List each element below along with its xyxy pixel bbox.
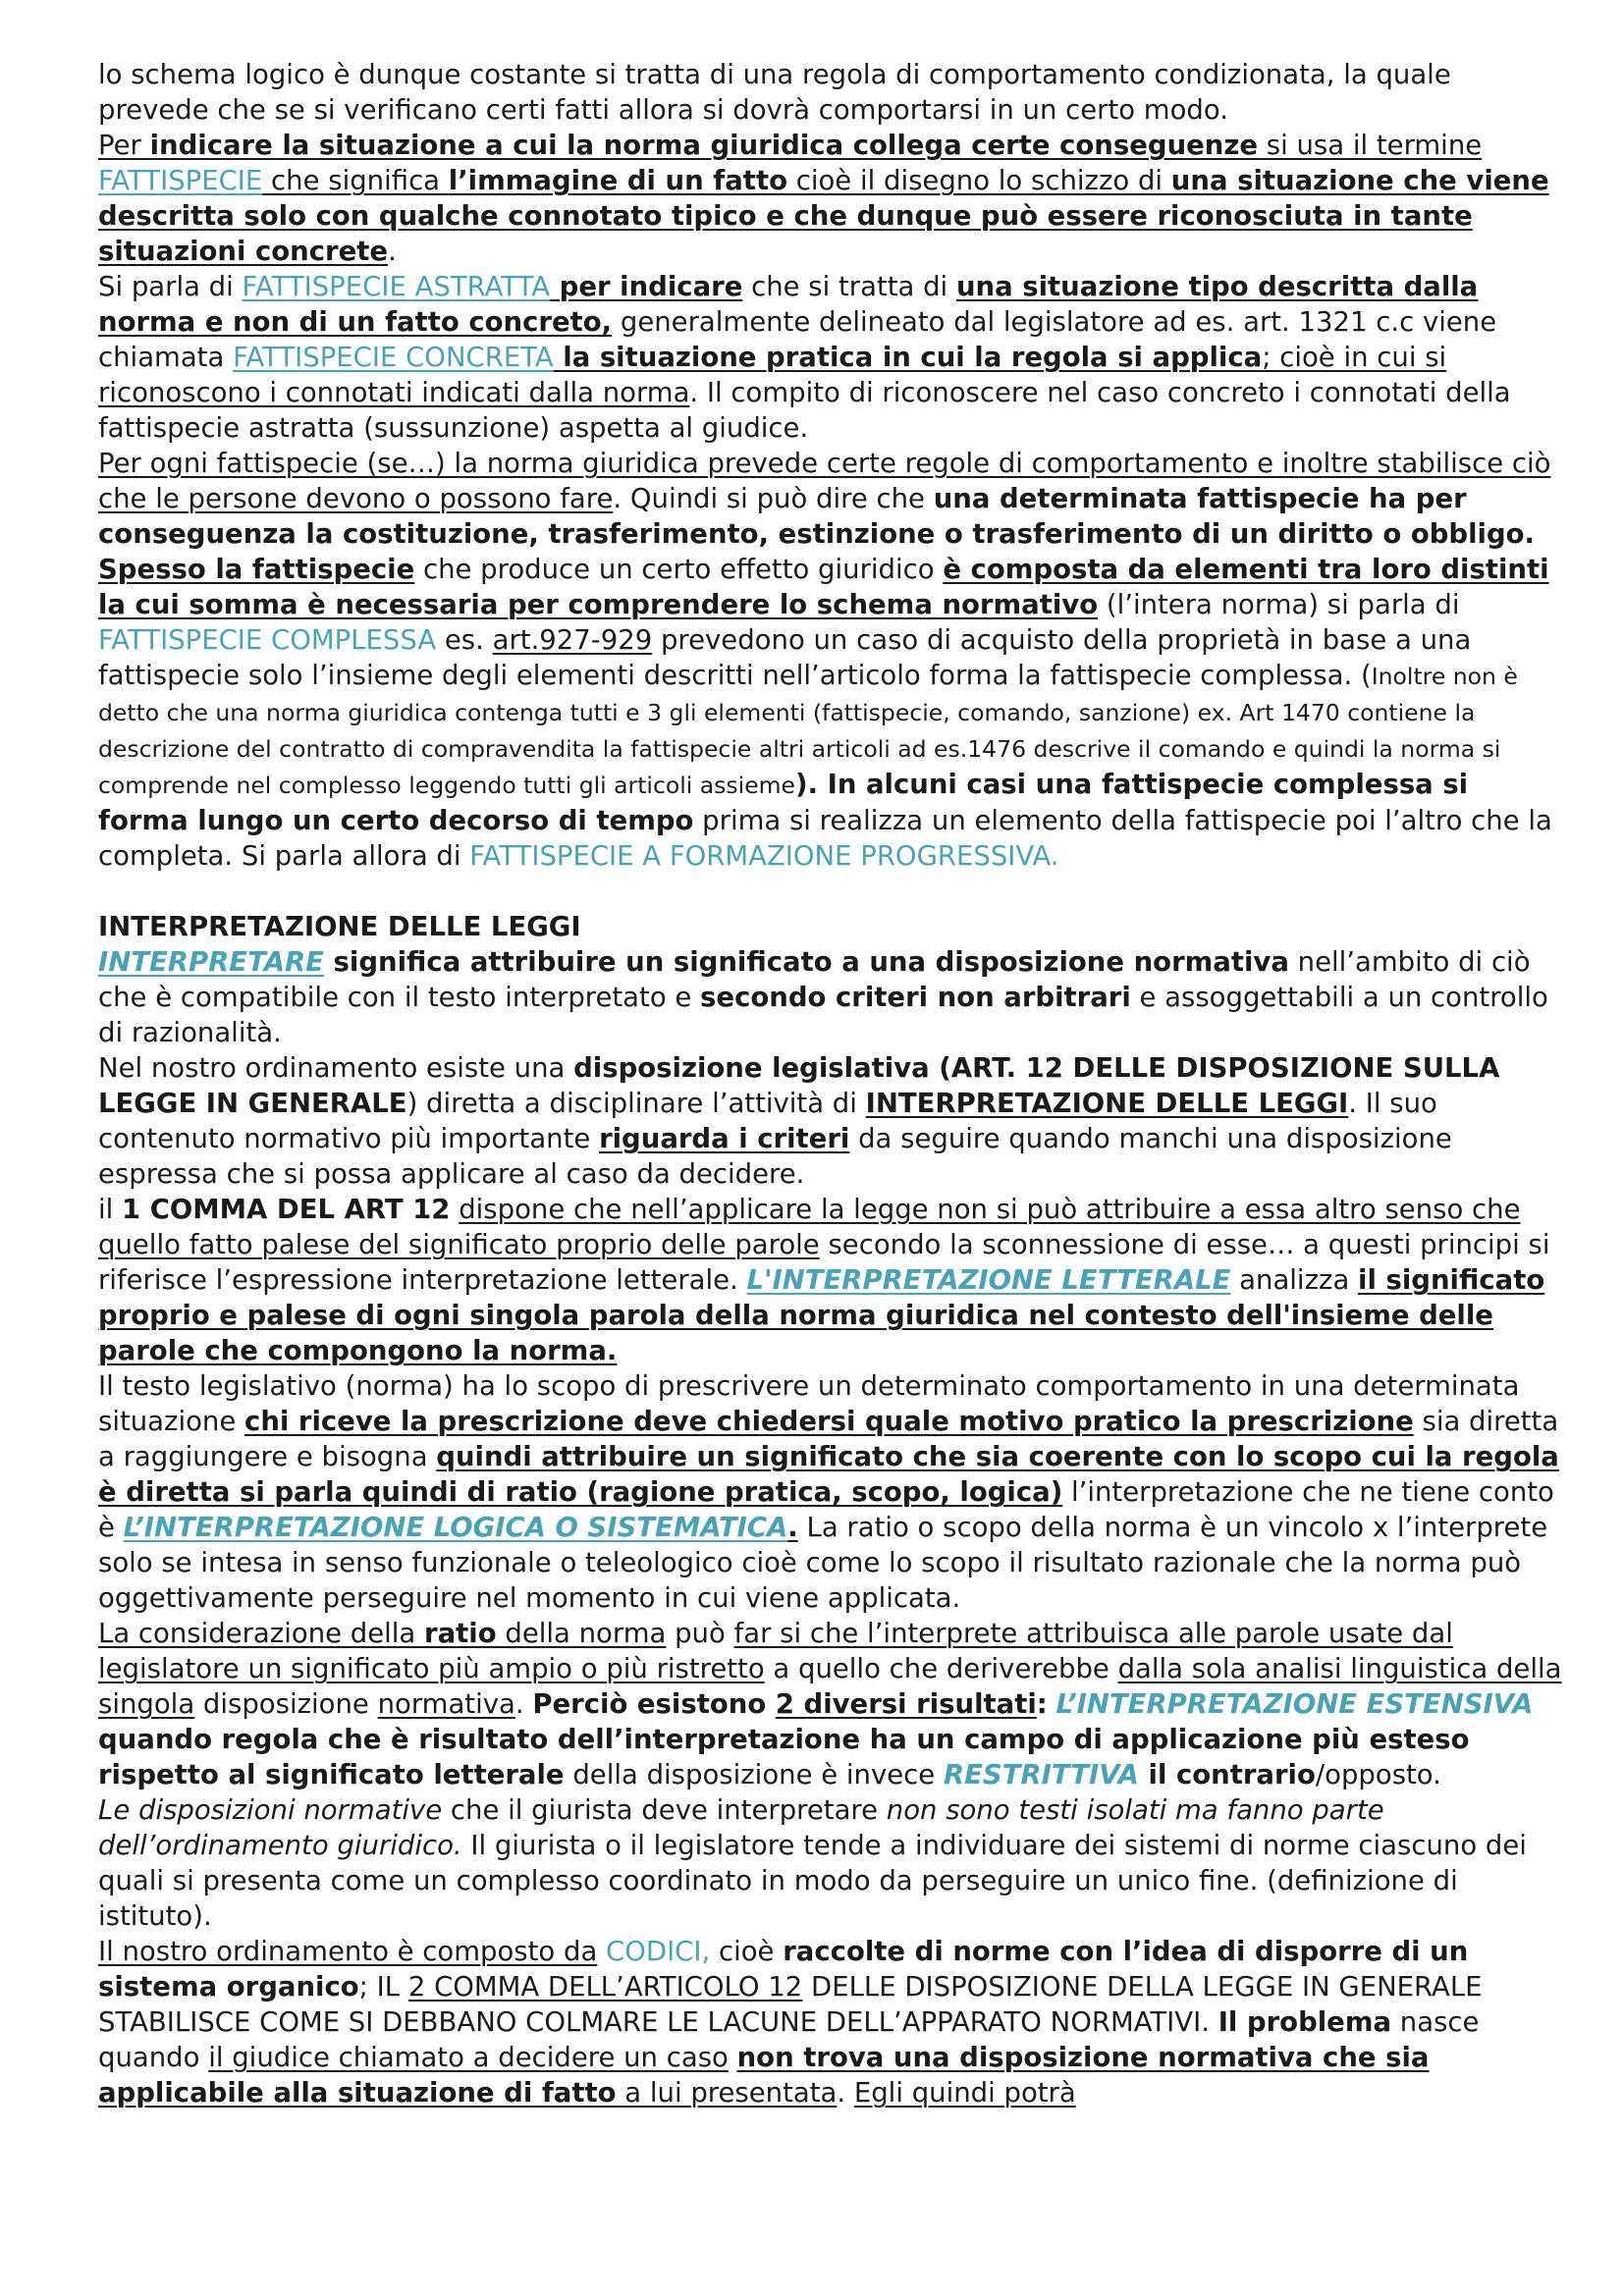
text-run: indicare la situazione a cui la norma giuridica collega certe conseguenze bbox=[149, 130, 1259, 161]
text-run: analizza bbox=[1230, 1264, 1359, 1296]
text-run: una determinata fattispecie ha per conseguenza la costituzione, trasferimento, estinzione o trasferimento di un diritto o obbligo. bbox=[98, 483, 1535, 550]
text-run: quindi attribuire un significato che sia coerente con lo scopo cui la regola è diretta si parla quindi di ratio (ragione pratica, scopo, logica) bbox=[98, 1441, 1559, 1508]
text-run: ratio bbox=[424, 1618, 497, 1649]
text-run: dalla sola analisi linguistica della singola bbox=[98, 1653, 1562, 1720]
text-run: La considerazione della bbox=[98, 1618, 425, 1649]
text-run: DELLE DISPOSIZIONE DELLA LEGGE IN GENERALE STABILISCE COME SI DEBBANO COLMARE LE LACUNE DELL’APPARATO NORMATIVI. bbox=[98, 1971, 1483, 2038]
text-run: Le disposizioni normative bbox=[98, 1794, 443, 1826]
paragraph-interpretazione-logica bbox=[98, 1368, 1566, 1616]
text-run: 1 COMMA DEL ART 12 bbox=[122, 1194, 451, 1225]
text-run: prevedono un caso di acquisto della proprietà in base a una fattispecie solo l’insieme degli elementi descritti nell’articolo forma la fattispecie complessa. ( bbox=[98, 624, 1472, 691]
text-run: /opposto. bbox=[1315, 1759, 1441, 1790]
text-run: lo schema logico è dunque costante si tratta di una regola di comportamento condizionata, la quale prevede che se si verificano certi fatti allora si dovrà comportarsi in un certo modo. bbox=[98, 59, 1451, 126]
text-run: Egli quindi potrà bbox=[853, 2077, 1076, 2109]
text-run: sia diretta a raggiungere e bisogna bbox=[98, 1406, 1559, 1472]
paragraph-art12 bbox=[98, 1050, 1566, 1192]
text-run: far si che l’interprete attribuisca alle parole usate dal legislatore un significato più ampio o più ristretto bbox=[98, 1618, 1453, 1684]
text-run: una situazione che viene descritta solo con qualche connotato tipico e che dunque può essere riconosciuta in tante situazioni concrete bbox=[98, 165, 1549, 267]
text-run: FATTISPECIE bbox=[98, 165, 263, 196]
text-run: l’interpretazione che ne tiene conto è bbox=[98, 1476, 1554, 1543]
document-page bbox=[98, 57, 1566, 2110]
text-run: ). In alcuni casi una fattispecie complessa si forma lungo un certo decorso di tempo bbox=[98, 769, 1469, 836]
text-run: della disposizione è invece bbox=[564, 1759, 944, 1790]
text-run: non trova una disposizione normativa che sia applicabile alla situazione di fatto bbox=[98, 2042, 1430, 2109]
text-run: . Il suo contenuto normativo più importante bbox=[98, 1088, 1437, 1154]
text-run: RESTRITTIVA bbox=[943, 1759, 1139, 1790]
text-run bbox=[450, 1194, 459, 1225]
text-run: dispone che nell’applicare la legge non si può attribuire a essa altro senso che quello fatto palese del significato proprio delle parole bbox=[98, 1194, 1521, 1260]
text-run: che il giurista deve interpretare bbox=[442, 1794, 887, 1826]
text-run: Il nostro ordinamento è composto da bbox=[98, 1936, 598, 1967]
text-run: non sono testi isolati ma fanno parte dell’ordinamento giuridico. bbox=[98, 1794, 1384, 1861]
text-run: art.927-929 bbox=[492, 624, 653, 656]
text-run: Si parla di bbox=[98, 271, 243, 302]
text-run: generalmente delineato dal legislatore ad es. art. 1321 c.c viene chiamata bbox=[98, 306, 1497, 373]
text-run bbox=[597, 1936, 606, 1967]
text-run: normativa bbox=[377, 1688, 515, 1720]
paragraph-fattispecie-definizione bbox=[98, 128, 1566, 269]
text-run: FATTISPECIE COMPLESSA bbox=[98, 624, 437, 656]
text-run: il giudice chiamato a decidere un caso bbox=[208, 2042, 729, 2073]
paragraph-ratio bbox=[98, 1616, 1566, 1792]
text-run: da seguire quando manchi una disposizione espressa che si possa applicare al caso da decidere. bbox=[98, 1123, 1452, 1190]
text-run: La ratio o scopo della norma è un vincolo x l’interprete solo se intesa in senso funzionale o teleologico cioè come lo scopo il risultato razionale che la norma può oggettivamente perseguire nel momento in cui viene applicata. bbox=[98, 1512, 1548, 1614]
text-run: 2 diversi risultati bbox=[775, 1688, 1037, 1720]
text-run: a lui presentata bbox=[616, 2077, 838, 2109]
text-run: nell’ambito di ciò che è compatibile con il testo interpretato e bbox=[98, 946, 1531, 1013]
paragraph-fattispecie-complessa bbox=[98, 552, 1566, 874]
text-run: 2 COMMA DELL’ARTICOLO 12 bbox=[407, 1971, 803, 2002]
text-run: e assoggettabili a un controllo di razionalità. bbox=[98, 982, 1548, 1048]
text-run: secondo criteri non arbitrari bbox=[700, 982, 1131, 1013]
text-run: Spesso la fattispecie bbox=[98, 554, 415, 585]
text-run: . Quindi si può dire che bbox=[613, 483, 934, 514]
text-run: cioè bbox=[710, 1936, 784, 1967]
text-run: chi riceve la prescrizione deve chiedersi quale motivo pratico la prescrizione bbox=[244, 1406, 1414, 1437]
text-run: . bbox=[514, 1688, 533, 1720]
text-run: per indicare bbox=[550, 271, 743, 302]
text-run: nasce quando bbox=[98, 2006, 1480, 2073]
text-run: CODICI, bbox=[606, 1936, 711, 1967]
text-run: Inoltre non è detto che una norma giuridica contenga tutti e 3 gli elementi (fattispecie, comando, sanzione) ex. Art 1470 contiene la descrizione del contratto di compravendita la fattispecie altri articoli ad es.1476 descrive il comando e quindi la norma si comprende nel complesso leggendo tutti gli articoli assieme bbox=[98, 663, 1518, 799]
text-run: : bbox=[1036, 1688, 1048, 1720]
text-run: Il giurista o il legislatore tende a individuare dei sistemi di norme ciascuno dei quali si presenta come un complesso coordinato in modo da perseguire un unico fine. (definizione di istituto). bbox=[98, 1830, 1527, 1932]
text-run: INTERPRETARE bbox=[98, 946, 324, 978]
text-run: (l’intera norma) si parla di bbox=[1098, 589, 1460, 620]
text-run: quando regola che è risultato dell’interpretazione ha un campo di applicazione più esteso rispetto al significato letterale bbox=[98, 1724, 1470, 1790]
text-run: si usa il termine bbox=[1258, 130, 1483, 161]
text-run: raccolte di norme con l’idea di disporre di un sistema organico bbox=[98, 1936, 1469, 2002]
text-run: che significa bbox=[262, 165, 449, 196]
text-run: INTERPRETAZIONE DELLE LEGGI bbox=[865, 1088, 1349, 1119]
text-run: il contrario bbox=[1138, 1759, 1316, 1790]
paragraph-spacer bbox=[98, 874, 1566, 909]
text-run bbox=[1048, 1688, 1056, 1720]
paragraph-fattispecie-astratta-concreta bbox=[98, 269, 1566, 446]
text-run: a quello che deriverebbe bbox=[764, 1653, 1118, 1684]
text-run: FATTISPECIE CONCRETA bbox=[233, 342, 554, 373]
text-run: l’immagine di un fatto bbox=[448, 165, 787, 196]
text-run: che si tratta di bbox=[742, 271, 956, 302]
text-run: che produce un certo effetto giuridico bbox=[414, 554, 944, 585]
text-run: la situazione pratica in cui la regola si applica bbox=[553, 342, 1263, 373]
text-run: della norma bbox=[496, 1618, 667, 1649]
text-run: L’INTERPRETAZIONE ESTENSIVA bbox=[1055, 1688, 1534, 1720]
text-run: ; cioè in cui si riconoscono i connotati indicati dalla norma bbox=[98, 342, 1447, 408]
text-run: L’INTERPRETAZIONE LOGICA O SISTEMATICA bbox=[123, 1512, 788, 1543]
text-run: Perciò esistono bbox=[532, 1688, 776, 1720]
text-run: . bbox=[388, 236, 397, 267]
text-run: . bbox=[787, 1512, 798, 1543]
text-run: FATTISPECIE ASTRATTA bbox=[242, 271, 551, 302]
paragraph-regole-comportamento bbox=[98, 446, 1566, 552]
text-run: es. bbox=[436, 624, 493, 656]
text-run: Per ogni fattispecie (se…) la norma giuridica prevede certe regole di comportamento e inoltre stabilisce ciò che le persone devono o possono fare bbox=[98, 448, 1551, 514]
text-run: ) diretta a disciplinare l’attività di bbox=[406, 1088, 866, 1119]
paragraph-codici-lacune bbox=[98, 1934, 1566, 2110]
text-run: una situazione tipo descritta dalla norma e non di un fatto concreto, bbox=[98, 271, 1479, 338]
text-run: . Il compito di riconoscere nel caso concreto i connotati della fattispecie astratta (sussunzione) aspetta al giudice. bbox=[98, 377, 1511, 444]
paragraph-schema-logico bbox=[98, 57, 1566, 128]
text-run: può bbox=[666, 1618, 734, 1649]
text-run: secondo la sconnessione di esse… a questi principi si riferisce l’espressione interpretazione letterale. bbox=[98, 1229, 1550, 1296]
paragraph-disposizioni-normative bbox=[98, 1792, 1566, 1934]
text-run: disposizione legislativa (ART. 12 DELLE DISPOSIZIONE SULLA LEGGE IN GENERALE bbox=[98, 1052, 1500, 1119]
text-run: prima si realizza un elemento della fattispecie poi l’altro che la completa. Si parla allora di bbox=[98, 805, 1552, 872]
text-run: Il testo legislativo (norma) ha lo scopo di prescrivere un determinato comportamento in una determinata situazione bbox=[98, 1370, 1520, 1437]
text-run: FATTISPECIE A FORMAZIONE PROGRESSIVA. bbox=[469, 840, 1059, 872]
text-run: è composta da elementi tra loro distinti la cui somma è necessaria per comprendere lo schema normativo bbox=[98, 554, 1549, 620]
text-run: disposizione bbox=[194, 1688, 378, 1720]
section-heading: INTERPRETAZIONE DELLE LEGGI bbox=[98, 911, 581, 942]
text-run: significa attribuire un significato a una disposizione normativa bbox=[323, 946, 1289, 978]
text-run: ; IL bbox=[358, 1971, 408, 2002]
text-run bbox=[729, 2042, 737, 2073]
text-run: L'INTERPRETAZIONE LETTERALE bbox=[746, 1264, 1231, 1296]
text-run: . bbox=[837, 2077, 854, 2109]
paragraph-interpretare bbox=[98, 944, 1566, 1050]
text-run: riguarda i criteri bbox=[599, 1123, 850, 1154]
paragraph-interpretazione-letterale bbox=[98, 1192, 1566, 1368]
text-run: Nel nostro ordinamento esiste una bbox=[98, 1052, 574, 1084]
text-run: il bbox=[98, 1194, 123, 1225]
text-run: Il problema bbox=[1217, 2006, 1392, 2038]
text-run: il significato proprio e palese di ogni singola parola della norma giuridica nel contesto dell'insieme delle parole che compongono la norma. bbox=[98, 1264, 1545, 1366]
text-run: cioè il disegno lo schizzo di bbox=[786, 165, 1171, 196]
text-run: Per bbox=[98, 130, 150, 161]
